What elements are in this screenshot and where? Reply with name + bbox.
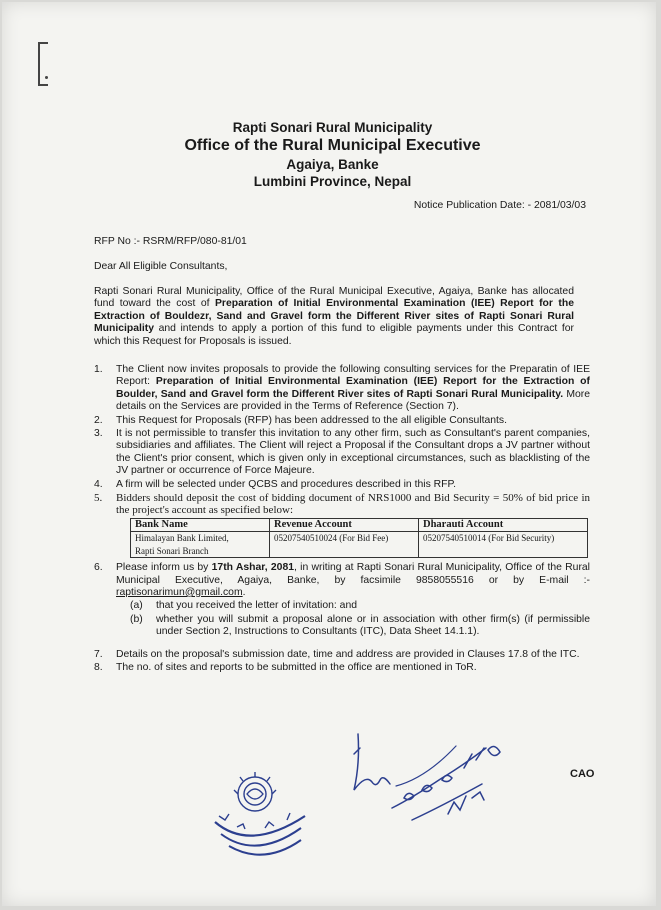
item-text: Bidders should deposit the cost of bidding document of NRS1000 and Bid Security = 50% of bid price in the project's account as specified below: bbox=[116, 492, 590, 517]
list-item bbox=[94, 415, 590, 427]
handwritten-signature bbox=[352, 724, 522, 834]
org-name: Rapti Sonari Rural Municipality bbox=[232, 120, 433, 135]
list-item bbox=[94, 562, 590, 638]
item-number: 7. bbox=[94, 648, 103, 660]
item-text: This Request for Proposals (RFP) has been addressed to the all eligible Consultants. bbox=[116, 414, 508, 426]
item-text: . bbox=[242, 586, 246, 598]
table-cell bbox=[131, 532, 270, 558]
table-header-row bbox=[131, 518, 588, 531]
rfp-number: RFP No :- RSRM/RFP/080-81/01 bbox=[94, 236, 247, 247]
notice-date: Notice Publication Date: - 2081/03/03 bbox=[413, 200, 586, 211]
table-cell: 05207540510024 (For Bid Fee) bbox=[270, 532, 419, 558]
item-number: 1. bbox=[94, 364, 103, 375]
bank-branch: Rapti Sonari Branch bbox=[135, 545, 209, 556]
staple-dot bbox=[45, 76, 48, 79]
office-location: Agaiya, Banke bbox=[286, 157, 379, 172]
sub-item-text: that you received the letter of invitation: and bbox=[156, 600, 358, 612]
item-text: The no. of sites and reports to be submitted in the office are mentioned in ToR. bbox=[116, 661, 477, 673]
item-text: Please inform us by bbox=[116, 562, 212, 574]
item-number: 6. bbox=[94, 562, 103, 574]
invitation-list bbox=[94, 364, 590, 675]
signatory-title: CAO bbox=[570, 768, 595, 780]
salutation: Dear All Eligible Consultants, bbox=[94, 261, 228, 272]
province: Lumbini Province, Nepal bbox=[253, 174, 412, 189]
document-page bbox=[2, 2, 656, 906]
bank-table-container bbox=[94, 518, 590, 558]
sub-item bbox=[116, 614, 590, 639]
column-header: Bank Name bbox=[131, 518, 270, 531]
sub-item-label: (a) bbox=[130, 600, 143, 612]
item-text: A firm will be selected under QCBS and procedures described in this RFP. bbox=[116, 478, 456, 490]
list-item bbox=[94, 492, 590, 517]
item-number: 2. bbox=[94, 414, 103, 426]
item-text: , in writing at Rapti Sonari Rural Municipality, Office of the Rural Municipal Executive, Agaiya, Banke, by facsimile 9858055516 or by E-mail :- bbox=[116, 562, 590, 586]
column-header: Revenue Account bbox=[270, 518, 419, 531]
letterhead bbox=[2, 119, 661, 190]
sub-item-label: (b) bbox=[130, 613, 143, 625]
item-bold-text: Preparation of Initial Environmental Examination (IEE) Report for the Extraction of Boulder, Sand and Gravel form the Different River sites of Rapti Sonari Rural Municipality. bbox=[116, 376, 590, 400]
deadline-date: 17th Ashar, 2081 bbox=[211, 562, 295, 574]
item-number: 4. bbox=[94, 478, 103, 490]
bank-account-table bbox=[130, 518, 588, 558]
item-number: 3. bbox=[94, 428, 103, 440]
list-item bbox=[94, 428, 590, 478]
intro-text-1: Rapti Sonari Rural Municipality, Office of the Rural Municipal Executive, Agaiya, Banke has allocated fund toward the cost of bbox=[94, 286, 574, 310]
intro-paragraph bbox=[94, 286, 574, 348]
item-number: 8. bbox=[94, 661, 103, 673]
item-text: It is not permissible to transfer this invitation to any other firm, such as Consultant's parent companies, subsidiaries and affiliates. The Client will reject a Proposal if the Consultant drops a JV partner without the Client's prior consent, which is given only in exceptional circumstances, such as blacklisting of the JV partner or occurrence of Force Majeure. bbox=[116, 428, 590, 477]
staple-mark bbox=[38, 42, 48, 86]
item-text: The Client now invites proposals to provide the following consulting services for the Preparatin of IEE Report: bbox=[116, 364, 590, 388]
list-item bbox=[94, 364, 590, 414]
item-text: More details on the Services are provided in the Terms of Reference (Section 7). bbox=[116, 388, 591, 413]
list-item bbox=[94, 649, 590, 661]
table-cell: 05207540510014 (For Bid Security) bbox=[419, 532, 588, 558]
item-number: 5. bbox=[94, 492, 103, 505]
bank-name: Himalayan Bank Limited, bbox=[135, 533, 229, 544]
item-text: Details on the proposal's submission date, time and address are provided in Clauses 17.8 of the ITC. bbox=[116, 648, 580, 660]
list-item bbox=[94, 479, 590, 491]
official-seal-stamp bbox=[207, 764, 317, 864]
email-link[interactable]: raptisonarimun@gmail.com bbox=[116, 586, 243, 598]
intro-project-title: Preparation of Initial Environmental Examination (IEE) Report for the Extraction of Bouldezr, Sand and Gravel form the Different River sites of Rapti Sonari Rural Municipality bbox=[94, 298, 574, 335]
sub-item bbox=[116, 600, 590, 612]
office-name: Office of the Rural Municipal Executive bbox=[184, 137, 481, 154]
list-item bbox=[94, 662, 590, 674]
table-row bbox=[131, 532, 588, 558]
intro-text-2: and intends to apply a portion of this fund to eligible payments under this Contract for which this Request for Proposals is issued. bbox=[94, 323, 574, 347]
sub-item-text: whether you will submit a proposal alone or in association with other firm(s) (if permissible under Section 2, Instructions to Consultants (ITC), Data Sheet 14.1.1). bbox=[156, 613, 590, 638]
column-header: Dharauti Account bbox=[419, 518, 588, 531]
